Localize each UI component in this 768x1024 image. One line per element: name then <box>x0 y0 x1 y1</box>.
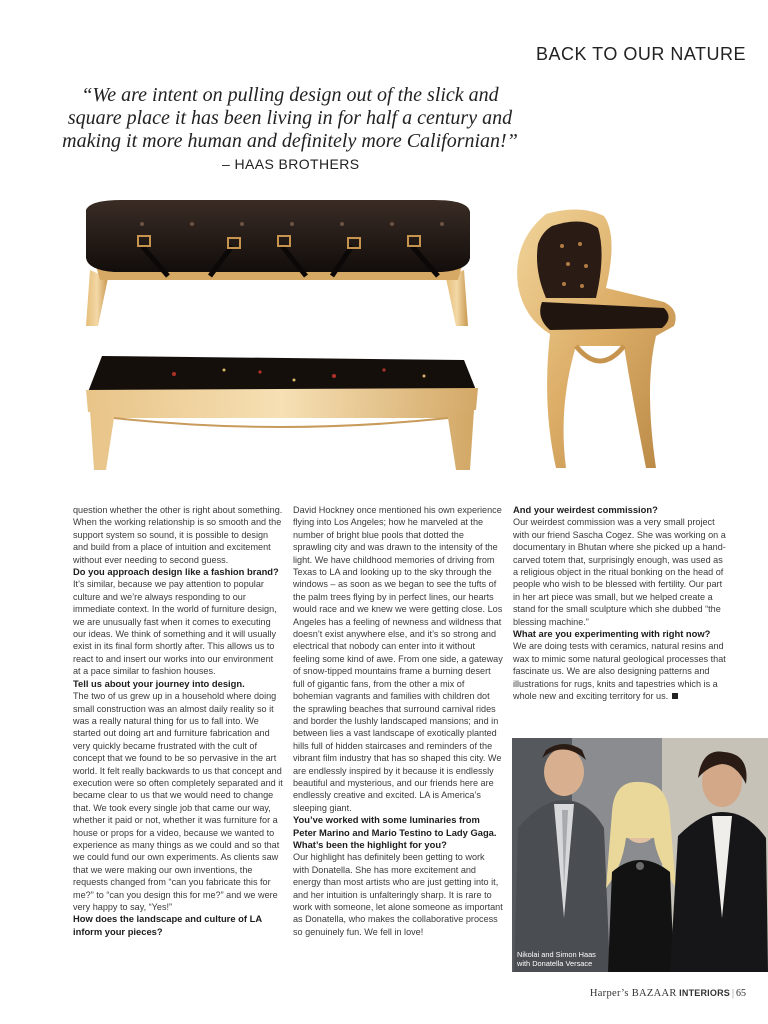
gold-bench-image <box>84 352 480 474</box>
section-title: BACK TO OUR NATURE <box>535 44 746 64</box>
article-paragraph: David Hockney once mentioned his own experience flying into Los Angeles; how he marveled at the number of bright blue pools that dotted the sprawling city and was drawn to the intensity of the light. We have childhood memories of driving from Texas to LA and looking up to the sky through the windows – as soon as we began to see the tufts of the palm trees flying by in perfect lines, our hearts would race and we knew we were getting close. Los Angeles has a feeling of newness and wildness that doesn’t exist anywhere else, and it’s so strong and electrical that nobody can enter into it without feeling some kind of awe. From one side, a gateway of snow-tipped mountains frame a burning desert full of gigantic fans, from the other a mix of bohemian vagrants and families with children dot the sprawling beaches that surround carnival rides and border the lushly landscaped mansions; and in between lies a vast landscape of exotically planted hills full of hidden staircases and reminders of the vibrant film industry that has so shaped this city. We are endlessly inspired by it because it is endlessly beautiful and mysterious, and our friends here are endlessly creative and excited. LA is America’s sleeping giant. <box>293 505 503 813</box>
portrait-photo-image <box>512 738 768 972</box>
footer-separator: | <box>731 988 734 999</box>
pull-quote: “We are intent on pulling design out of the slick and square place it has been living in for half a century and making it more human and definitely more Californian!” <box>62 84 518 152</box>
article-column-2 <box>293 504 503 938</box>
article-paragraph-text: We are doing tests with ceramics, natural resins and wax to mimic some natural geological processes that fascinate us. We are also designing patterns and illustrations for rugs, knits and tapestries which is a whole new and exciting territory for us. <box>513 641 726 702</box>
article-paragraph: Our highlight has definitely been getting to work with Donatella. She has more excitement and energy than most artists who are just getting into it, and her intuition is unfalteringly sharp. It is rare to work with someone, let alone someone as important as Donatella, who makes the collaborative process so genuinely fun. We fell in love! <box>293 852 503 937</box>
end-mark-icon <box>672 693 678 699</box>
footer-brand: Harper’s BAZAAR <box>589 988 677 999</box>
gold-chair-image <box>506 206 692 472</box>
quote-attribution: – HAAS BROTHERS <box>222 156 360 172</box>
leather-bench-image <box>82 196 474 332</box>
article-column-1 <box>73 504 283 938</box>
portrait-photo <box>512 738 768 972</box>
article-paragraph: question whether the other is right about something. When the working relationship is so smooth and the support system so sound, it is possible to design and build from a place of intuition and excitement without ever needing to second guess. <box>73 505 283 565</box>
article-question: Do you approach design like a fashion brand? <box>73 566 279 578</box>
page-number: 65 <box>736 988 746 999</box>
article-question: What are you experimenting with right now? <box>513 628 711 640</box>
article-question: You’ve worked with some luminaries from Peter Marino and Mario Testino to Lady Gaga. What’s been the highlight for you? <box>293 814 497 850</box>
article-paragraph: Our weirdest commission was a very small project with our friend Sascha Cogez. She was working on a documentary in Bhutan where she picked up a hand-carved totem that, surprisingly enough, was used as a religious object in the ritual bonking on the head of people who wish to be blessed with fertility. Our part in her art piece was small, but we helped create a stand for the small sculpture which she dubbed “the blessing machine.” <box>513 517 726 627</box>
article-question: And your weirdest commission? <box>513 504 658 515</box>
article-question: Tell us about your journey into design. <box>73 677 245 689</box>
page-footer <box>590 988 746 999</box>
photo-caption: Nikolai and Simon Haas with Donatella Versace <box>517 950 596 968</box>
article-paragraph: The two of us grew up in a household where doing small construction was an almost daily reality so it was a really natural thing for us to fall into. We started out doing art and furniture fabrication and very quickly became frustrated with the cult of concept that we found to be so pervasive in the art world. It felt really backwards to us that concept and execution were so often completely separated and it became clear to us that we would need to change that. We took every single job that came our way, whether it paid or not, whether it was furniture for a house or props for a video, because we wanted to experience as many things as we could and so that we could fund our own experiments. As clients saw that we were making our own inventions, the requests changed from “can you fabricate this for me?” to “can you design this for me?” and we were very happy to say, “Yes!” <box>73 691 283 912</box>
article-paragraph <box>513 640 727 702</box>
article-column-3 <box>513 504 727 703</box>
article-paragraph: It’s similar, because we pay attention to popular culture and we’re always responding to our immediate context. In the world of furniture design, we are unusually fast when it comes to executing our ideas. We think of something and it will usually exist in its final form shortly after. This allows us to react to and insert our works into our environment at a pace similar to fashion houses. <box>73 579 277 677</box>
footer-sub-brand: INTERIORS <box>679 988 730 998</box>
article-question: How does the landscape and culture of LA inform your pieces? <box>73 913 262 937</box>
